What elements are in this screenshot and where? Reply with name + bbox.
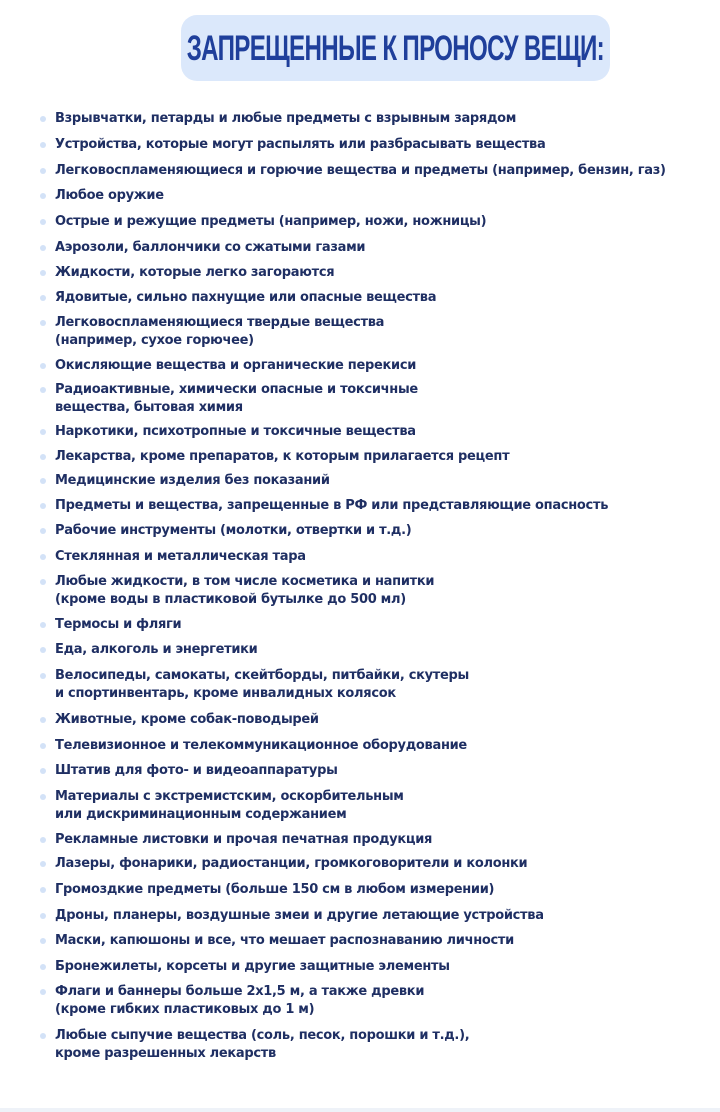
list-item-text: Жидкости, которые легко загораются [55, 265, 335, 280]
bullet-icon [40, 503, 46, 509]
bullet-icon [40, 193, 46, 199]
list-item-text: Лазеры, фонарики, радиостанции, громкоговорители и колонки [55, 856, 528, 871]
bullet-icon [40, 478, 46, 484]
list-item-text: Взрывчатки, петарды и любые предметы с взрывным зарядом [55, 111, 517, 126]
bullet-icon [40, 964, 46, 970]
bullet-icon [40, 116, 46, 122]
bullet-icon [40, 295, 46, 301]
bullet-icon [40, 454, 46, 460]
list-item-text: Термосы и фляги [55, 617, 182, 632]
bullet-icon [40, 913, 46, 919]
bullet-icon [40, 768, 46, 774]
bullet-icon [40, 579, 46, 585]
bullet-icon [40, 938, 46, 944]
list-item-text: Устройства, которые могут распылять или разбрасывать вещества [55, 137, 546, 152]
bullet-icon [40, 673, 46, 679]
list-item-text: Дроны, планеры, воздушные змеи и другие летающие устройства [55, 908, 544, 923]
list-item-text: Стеклянная и металлическая тара [55, 549, 306, 564]
bullet-icon [40, 363, 46, 369]
bottom-divider [0, 1108, 720, 1112]
list-item-text: Велосипеды, самокаты, скейтборды, питбайки, скутеры и спортинвентарь, кроме инвалидных колясок [55, 668, 470, 701]
list-item-text: Легковоспламеняющиеся и горючие вещества и предметы (например, бензин, газ) [55, 163, 666, 178]
list-item-text: Острые и режущие предметы (например, ножи, ножницы) [55, 214, 487, 229]
bullet-icon [40, 320, 46, 326]
list-item-text: Маски, капюшоны и все, что мешает распознаванию личности [55, 933, 514, 948]
bullet-icon [40, 622, 46, 628]
bullet-icon [40, 743, 46, 749]
list-item-text: Громоздкие предметы (больше 150 см в любом измерении) [55, 882, 495, 897]
bullet-icon [40, 794, 46, 800]
list-item-text: Материалы с экстремистским, оскорбительным или дискриминационным содержанием [55, 789, 404, 822]
bullet-icon [40, 887, 46, 893]
bullet-icon [40, 1033, 46, 1039]
bullet-icon [40, 717, 46, 723]
list-item-text: Любые сыпучие вещества (соль, песок, порошки и т.д.), кроме разрешенных лекарств [55, 1028, 470, 1061]
bullet-icon [40, 528, 46, 534]
list-item-text: Еда, алкоголь и энергетики [55, 642, 258, 657]
list-item-text: Любые жидкости, в том числе косметика и напитки (кроме воды в пластиковой бутылке до 500 мл) [55, 574, 435, 607]
list-item-text: Наркотики, психотропные и токсичные вещества [55, 424, 416, 439]
list-item-text: Штатив для фото- и видеоаппаратуры [55, 763, 338, 778]
list-item-text: Ядовитые, сильно пахнущие или опасные вещества [55, 290, 437, 305]
list-item-text: Медицинские изделия без показаний [55, 473, 330, 488]
bullet-icon [40, 429, 46, 435]
bullet-icon [40, 989, 46, 995]
bullet-icon [40, 837, 46, 843]
bullet-icon [40, 861, 46, 867]
list-item-text: Телевизионное и телекоммуникационное оборудование [55, 738, 467, 753]
list-item-text: Рабочие инструменты (молотки, отвертки и т.д.) [55, 523, 412, 538]
bullet-icon [40, 387, 46, 393]
bullet-icon [40, 270, 46, 276]
list-item-text: Флаги и баннеры больше 2х1,5 м, а также древки (кроме гибких пластиковых до 1 м) [55, 984, 425, 1017]
list-item-text: Радиоактивные, химически опасные и токсичные вещества, бытовая химия [55, 382, 418, 415]
bullet-icon [40, 554, 46, 560]
bullet-icon [40, 647, 46, 653]
bullet-icon [40, 142, 46, 148]
list-item-text: Рекламные листовки и прочая печатная продукция [55, 832, 433, 847]
page-title: ЗАПРЕЩЕННЫЕ К ПРОНОСУ ВЕЩИ: [186, 28, 605, 68]
bullet-icon [40, 245, 46, 251]
list-item-text: Животные, кроме собак-поводырей [55, 712, 319, 727]
bullet-icon [40, 219, 46, 225]
list-item-text: Легковоспламеняющиеся твердые вещества (например, сухое горючее) [55, 315, 385, 348]
list-item-text: Бронежилеты, корсеты и другие защитные элементы [55, 959, 450, 974]
title-banner [181, 15, 610, 81]
list-item-text: Предметы и вещества, запрещенные в РФ или представляющие опасность [55, 498, 609, 513]
list-item-text: Аэрозоли, баллончики со сжатыми газами [55, 240, 366, 255]
bullet-icon [40, 168, 46, 174]
list-item-text: Лекарства, кроме препаратов, к которым прилагается рецепт [55, 449, 510, 464]
list-item-text: Любое оружие [55, 188, 164, 203]
list-item-text: Окисляющие вещества и органические перекиси [55, 358, 417, 373]
